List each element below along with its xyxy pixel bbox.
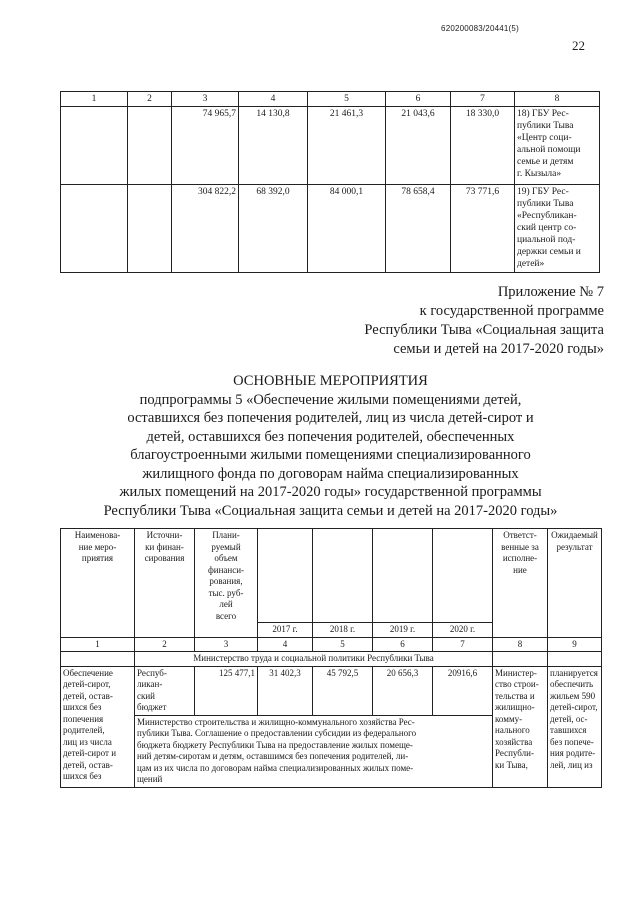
column-number: 1 <box>61 637 135 652</box>
header-expected-result: Ожидаемый результат <box>548 529 602 638</box>
table-header-cell: 4 <box>239 92 308 107</box>
table-cell: 304 822,2 <box>172 185 239 273</box>
expected-result-cell: планируется обеспечить жильем 590 детей-сирот, детей, ос- тавшихся без попече- ния родите- лей, лиц из <box>548 666 602 787</box>
table-cell <box>128 107 172 185</box>
value-2017: 31 402,3 <box>258 666 313 715</box>
table-header-row <box>61 92 600 107</box>
heading-line: жилищного фонда по договорам найма специализированных <box>142 465 519 482</box>
column-number: 3 <box>195 637 258 652</box>
table-header-row <box>61 529 602 623</box>
heading-line: жилых помещений на 2017-2020 годы» государственной программы <box>119 484 542 500</box>
table-cell <box>493 652 548 667</box>
table-cell: 73 771,6 <box>451 185 515 273</box>
responsible-cell: Министер- ство строи- тельства и жилищно- комму- нального хозяйства Республи- ки Тыва, <box>493 666 548 787</box>
year-header: 2018 г. <box>313 623 373 638</box>
table-cell: 14 130,8 <box>239 107 308 185</box>
table-header-cell: 8 <box>515 92 600 107</box>
header-planned-volume: Плани- руемый объем финанси- рования, тыс. руб- лей всего <box>195 529 258 638</box>
year-header: 2020 г. <box>433 623 493 638</box>
value-total: 125 477,1 <box>195 666 258 715</box>
header-funding-source: Источни- ки финан- сирования <box>135 529 195 638</box>
section-heading <box>60 372 601 520</box>
ministry-labor: Министерство труда и социальной политики Республики Тыва <box>135 652 493 667</box>
appendix-line: Республики Тыва «Социальная защита <box>364 322 604 338</box>
document-id: 620200083/20441(5) <box>441 24 519 33</box>
table-cell: 18 330,0 <box>451 107 515 185</box>
heading-line: благоустроенными жилыми помещениями специализированного <box>130 447 531 463</box>
column-number: 6 <box>373 637 433 652</box>
appendix-line: семьи и детей на 2017-2020 годы» <box>393 341 604 357</box>
appendix-line: к государственной программе <box>419 303 604 319</box>
header-responsible: Ответст- венные за исполне- ние <box>493 529 548 638</box>
column-number: 8 <box>493 637 548 652</box>
table-header-cell: 1 <box>61 92 128 107</box>
table-cell: 21 461,3 <box>308 107 386 185</box>
table-cell: 68 392,0 <box>239 185 308 273</box>
ministry-construction: Министерство строительства и жилищно-коммунального хозяйства Рес- публики Тыва. Соглашение о предоставлении субсидии из федерального бюджета бюджету Республики Тыва на предоставление жилых помеще- ний детям-сиротам и детям, оставшимся без попечения родителей, ли- цам из их числа по договорам найма специализированных жилых поме- щений <box>135 715 493 787</box>
table-cell: 78 658,4 <box>386 185 451 273</box>
result-cell: 19) ГБУ Рес- публики Тыва «Республикан- ский центр со- циальной под- держки семьи и детей» <box>515 185 600 273</box>
result-cell: 18) ГБУ Рес- публики Тыва «Центр соци- альной помощи семье и детям г. Кызыла» <box>515 107 600 185</box>
column-number: 2 <box>135 637 195 652</box>
heading-title: ОСНОВНЫЕ МЕРОПРИЯТИЯ <box>233 373 428 389</box>
table-cell <box>258 529 313 623</box>
column-number: 4 <box>258 637 313 652</box>
header-measure-name: Наименова- ние меро- приятия <box>61 529 135 638</box>
appendix-line: Приложение № 7 <box>497 284 604 300</box>
value-2018: 45 792,5 <box>313 666 373 715</box>
column-number: 5 <box>313 637 373 652</box>
measure-name-cell: Обеспечение детей-сирот, детей, остав- шихся без попечения родителей, лиц из числа детей-сирот и детей, остав- шихся без <box>61 666 135 787</box>
heading-line: подпрограммы 5 «Обеспечение жилыми помещениями детей, <box>139 391 522 408</box>
year-header: 2017 г. <box>258 623 313 638</box>
table-row <box>61 107 600 185</box>
table-header-cell: 7 <box>451 92 515 107</box>
table-cell <box>373 529 433 623</box>
table-cell <box>548 652 602 667</box>
funding-source-cell: Респуб- ликан- ский бюджет <box>135 666 195 715</box>
value-2019: 20 656,3 <box>373 666 433 715</box>
table-header-cell: 3 <box>172 92 239 107</box>
table-row <box>61 666 602 715</box>
measures-table <box>60 528 602 788</box>
appendix-block <box>300 283 604 359</box>
year-header: 2019 г. <box>373 623 433 638</box>
continuation-table <box>60 91 600 273</box>
table-cell <box>128 185 172 273</box>
column-number: 7 <box>433 637 493 652</box>
page-number: 22 <box>572 38 585 53</box>
table-row <box>61 185 600 273</box>
value-2020: 20916,6 <box>433 666 493 715</box>
table-header-cell: 2 <box>128 92 172 107</box>
table-cell <box>61 107 128 185</box>
table-cell: 84 000,1 <box>308 185 386 273</box>
column-numbers-row <box>61 637 602 652</box>
table-header-cell: 5 <box>308 92 386 107</box>
table-cell: 21 043,6 <box>386 107 451 185</box>
table-cell <box>61 652 135 667</box>
table-cell: 74 965,7 <box>172 107 239 185</box>
heading-line: оставшихся без попечения родителей, лиц из числа детей-сирот и <box>127 410 534 426</box>
table-cell <box>61 185 128 273</box>
column-number: 9 <box>548 637 602 652</box>
table-header-cell: 6 <box>386 92 451 107</box>
table-cell <box>313 529 373 623</box>
heading-line: детей, оставшихся без попечения родителей, обеспеченных <box>146 428 515 445</box>
ministry-row <box>61 652 602 667</box>
heading-line: Республики Тыва «Социальная защита семьи и детей на 2017-2020 годы» <box>103 502 558 519</box>
table-cell <box>433 529 493 623</box>
